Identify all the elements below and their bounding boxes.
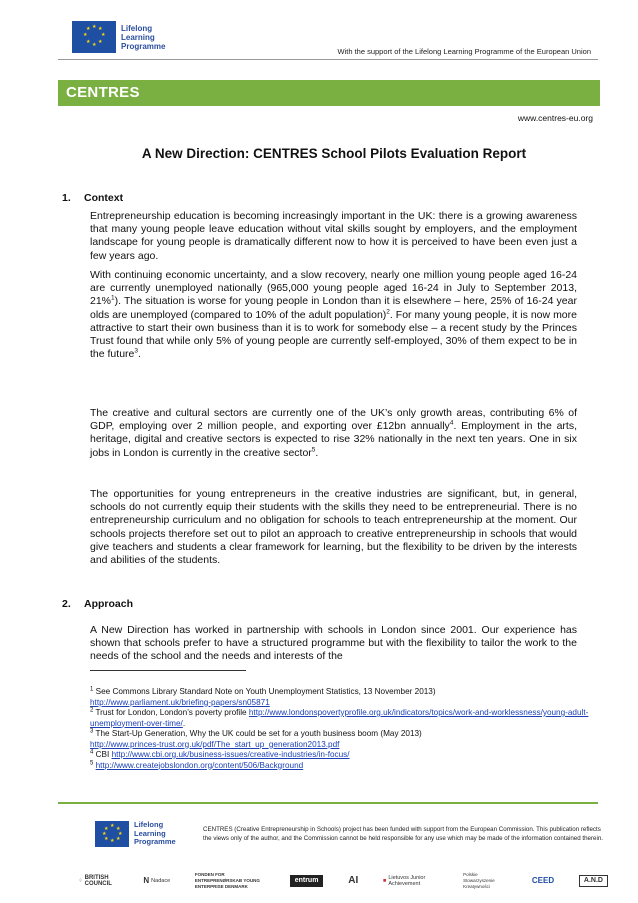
footnote — [90, 687, 590, 708]
footnote-text: CBI — [95, 750, 112, 759]
footnote — [90, 729, 590, 750]
document-title — [0, 146, 638, 161]
logo-line: Learning — [121, 32, 155, 42]
partner-logo-young-enterprise: FONDEN FOR ENTREPRENØRSKAB YOUNG ENTERPRISE DENMARK — [194, 872, 260, 889]
footnote — [90, 750, 590, 761]
footnote-ref[interactable]: 5 — [311, 446, 316, 454]
footer-divider — [58, 802, 598, 804]
partner-logo-nadace: N Nadace — [143, 876, 171, 885]
partner-logo-entrum: entrum — [290, 875, 324, 887]
footnote-text-after: . — [182, 718, 186, 728]
footnote-link[interactable]: http://www.cbi.org.uk/business-issues/creative-industries/in-focus/ — [111, 750, 350, 759]
paragraph-text: . For many young people, it is now more attractive to start their own business than it is to work for somebody else – a recent study by the Princes Trust found that while only 5% of young people are currently self-employed, 30% of them expect to be in the future — [90, 308, 577, 361]
logo-line: Programme — [121, 41, 166, 51]
footer-llp-logo — [95, 818, 195, 850]
partner-logo-ceed: CEED — [531, 876, 555, 885]
lifelong-learning-logo — [72, 20, 192, 54]
footnote-link[interactable]: http://www.parliament.uk/briefing-papers/sn05871 — [90, 697, 270, 707]
website-link[interactable]: www.centres-eu.org — [517, 113, 593, 123]
section-title: Approach — [84, 598, 134, 610]
logo-line: Programme — [134, 837, 176, 847]
logo-line: Lifelong — [121, 23, 153, 33]
section-title: Context — [84, 192, 124, 204]
footnote-text: The Start-Up Generation, Why the UK could be set for a youth business boom (May 2013) — [95, 729, 422, 738]
footnote-link[interactable]: http://www.princes-trust.org.uk/pdf/The_start_up_generation2013.pdf — [90, 739, 340, 749]
footnote-number: 4 — [90, 749, 94, 756]
footnote-link[interactable]: http://www.createjobslondon.org/content/506/Background — [95, 760, 304, 770]
dots-icon: ⁘ — [78, 878, 83, 884]
footnote-text: See Commons Library Standard Note on Youth Unemployment Statistics, 13 November 2013) — [95, 687, 436, 696]
paragraph-text: ). The situation is worse for young people in London than it is elsewhere – here, 25% of 16-24 year olds are unemployed (compared to 10% of the adult population) — [90, 295, 577, 321]
paragraph: Entrepreneurship education is becoming increasingly important in the UK: there is a growing awareness that many young people leave education without vital skills sought by employers, and the employment landscape for young people is dramatically different now to how it is perceived to have been even just a few years ago. — [90, 210, 577, 262]
logo-line: Learning — [134, 828, 166, 838]
centres-banner — [58, 80, 600, 106]
footnote-link[interactable]: http://www.londonspovertyprofile.org.uk/indicators/topics/work-and-worklessness/young-adult-unemployment-over-time/ — [90, 708, 589, 728]
paragraph-text: With continuing economic uncertainty, and a slow recovery, nearly one million young people aged 16-24 are currently unemployed nationally (965,000 young people aged 16-24 in July to September 2013, 21% — [90, 269, 577, 308]
footnote-ref[interactable]: 1 — [111, 294, 115, 302]
footnote-ref[interactable]: 2 — [386, 308, 390, 316]
paragraph: The opportunities for young entrepreneurs in the creative industries are significant, but, in general, schools do not currently equip their students with the skills they need to be entrepreneurial. There is no entrepreneurship curriculum and no obligation for schools to teach entrepreneurship at the moment. Our schools projects therefore set out to pilot an approach to creative entrepreneurship in schools that would give teachers and students a clear framework for learning, but the flexibility to be driven by the interests and abilities of the students. — [90, 488, 577, 567]
partner-logo-and: A.N.D — [579, 875, 608, 887]
title-text: A New Direction: CENTRES School Pilots Evaluation Report — [141, 146, 527, 161]
paragraph-text: . Employment in the arts, heritage, digital and creative sectors is expected to rise 32% nationally in the next ten years. One in six jobs in London is currently in the creative sector — [90, 420, 577, 459]
partner-logo-polish-association: Polskie Stowarzyszenie Kreatywności — [463, 872, 495, 889]
partner-logo-ai: AI — [348, 875, 359, 886]
paragraph-text: The creative and cultural sectors are currently one of the UK’s only growth areas, contributing 6% of GDP, employing over 2 million people, and exporting over £12bn annually — [90, 407, 577, 433]
partner-logos — [78, 868, 608, 894]
banner-label: CENTRES — [66, 84, 140, 101]
section-heading-context — [62, 192, 123, 204]
paragraph-text: . — [138, 348, 141, 361]
section-heading-approach — [62, 598, 133, 610]
support-text: With the support of the Lifelong Learning Programme of the European Union — [337, 47, 591, 56]
eu-flag-icon: ★ ★ ★ ★ ★ ★ ★ ★ — [72, 21, 116, 53]
footnote-text: Trust for London, London’s poverty profile — [95, 708, 249, 717]
paragraph — [90, 407, 577, 460]
page-header — [0, 0, 638, 70]
partner-logo-junior-achievement: ■ Lietuvos Junior Achievement — [383, 875, 426, 887]
paragraph: A New Direction has worked in partnership with schools in London since 2001. Our experience has shown that schools prefer to have a structured programme but with the flexibility to tailor the work to the needs of the school and the needs and interests of the — [90, 624, 577, 663]
footnote-number: 3 — [90, 728, 94, 735]
partner-logo-british-council: ⁘ BRITISH COUNCIL — [78, 875, 112, 887]
section-number: 2. — [62, 598, 71, 610]
footnote-ref[interactable]: 3 — [134, 347, 138, 355]
footnote-number: 5 — [90, 759, 94, 766]
footnote-number: 1 — [90, 686, 94, 693]
header-divider — [58, 59, 598, 60]
paragraph-text: . — [315, 446, 319, 459]
footnote-divider — [90, 670, 246, 671]
section-number: 1. — [62, 192, 71, 204]
footnote-number: 2 — [90, 707, 94, 714]
footnote — [90, 761, 590, 772]
footnotes — [90, 687, 590, 771]
ja-icon: ■ — [383, 878, 387, 884]
funding-disclaimer: CENTRES (Creative Entrepreneurship in Schools) project has been funded with support from the European Commission. This publication reflects the views only of the author, and the Commission cannot be held responsible for any use which may be made of the information contained therein. — [203, 826, 604, 842]
paragraph — [90, 269, 577, 361]
footnote-ref[interactable]: 4 — [449, 419, 454, 427]
footnote — [90, 708, 590, 729]
logo-line: Lifelong — [134, 820, 164, 830]
eu-flag-icon: ★ ★ ★ ★ ★ ★ ★ ★ — [95, 821, 129, 847]
